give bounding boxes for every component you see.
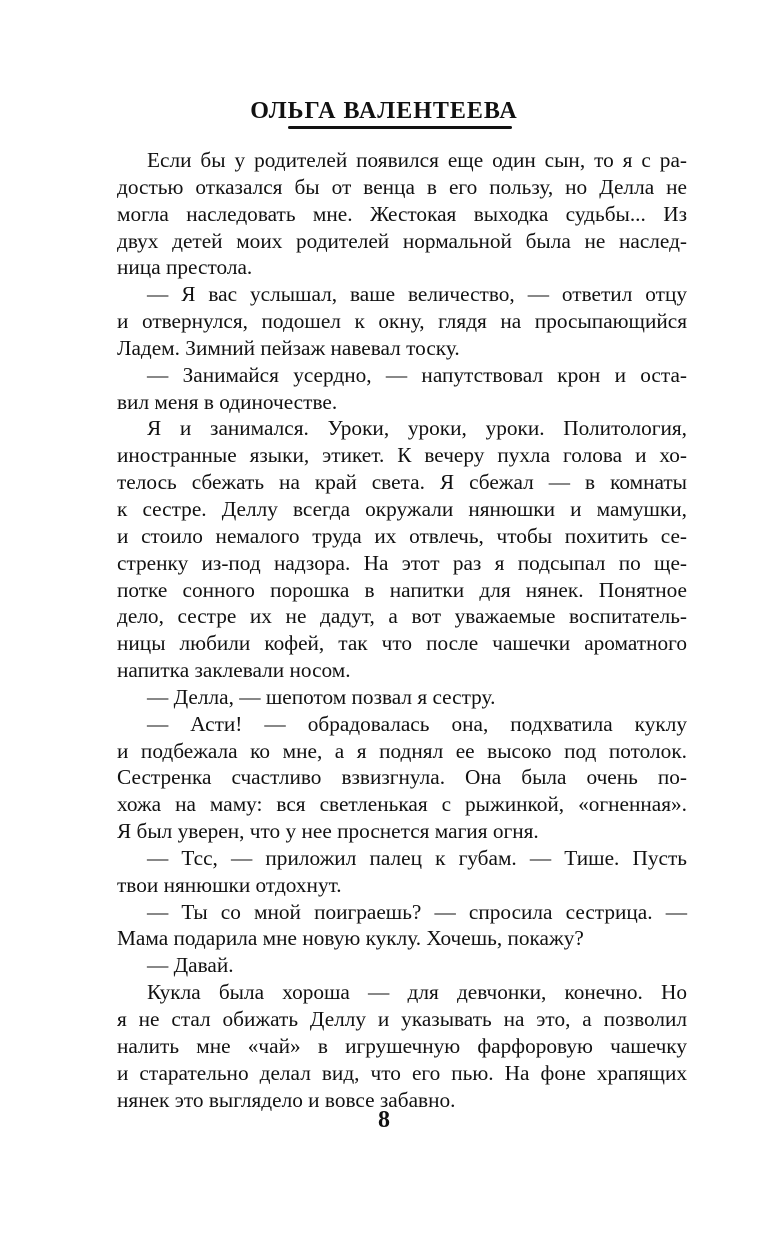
text-line: потке сонного порошка в напитки для нянек. Понятное xyxy=(117,577,687,602)
text-line: — Тсс, — приложил палец к губам. — Тише. Пусть xyxy=(147,845,687,870)
text-line: налить мне «чай» в игрушечную фарфоровую чашечку xyxy=(117,1033,687,1058)
text-line: — Делла, — шепотом позвал я сестру. xyxy=(147,684,496,709)
paragraph xyxy=(117,415,687,683)
author-name: ОЛЬГА ВАЛЕНТЕЕВА xyxy=(250,98,518,124)
text-line: Сестренка счастливо взвизгнула. Она была очень по- xyxy=(117,765,687,790)
text-line: и подбежала ко мне, а я поднял ее высоко под потолок. xyxy=(117,738,687,763)
page-number: 8 xyxy=(378,1107,390,1133)
text-line: Я и занимался. Уроки, уроки, уроки. Политология, xyxy=(147,416,687,441)
paragraph xyxy=(117,899,687,953)
text-line: вил меня в одиночестве. xyxy=(117,389,338,414)
text-line: и отвернулся, подошел к окну, глядя на просыпающийся xyxy=(117,309,687,334)
text-line: я не стал обижать Деллу и указывать на это, а позволил xyxy=(117,1007,687,1031)
text-line: — Давай. xyxy=(147,953,234,978)
paragraph xyxy=(117,979,687,1113)
text-line: телось сбежать на край света. Я сбежал — в комнаты xyxy=(117,470,687,495)
text-line: — Занимайся усердно, — напутствовал крон и оста- xyxy=(147,362,687,387)
text-line: нянек это выглядело и вовсе забавно. xyxy=(117,1087,456,1112)
text-line: Я был уверен, что у нее проснется магия огня. xyxy=(117,819,539,844)
running-header xyxy=(0,96,768,126)
text-line: напитка заклевали носом. xyxy=(117,658,351,683)
text-line: — Я вас услышал, ваше величество, — ответил отцу xyxy=(147,282,687,307)
text-line: и стоило немалого труда их отвлечь, чтобы похитить се- xyxy=(117,523,687,548)
text-line: хожа на маму: вся светленькая с рыжинкой, «огненная». xyxy=(117,792,687,817)
text-line: Если бы у родителей появился еще один сын, то я с ра- xyxy=(147,148,687,172)
text-line: ница престола. xyxy=(117,255,253,280)
text-line: Мама подарила мне новую куклу. Хочешь, покажу? xyxy=(117,926,584,951)
paragraph xyxy=(117,684,687,711)
text-line: достью отказался бы от венца в его пользу, но Делла не xyxy=(117,174,687,199)
paragraph xyxy=(117,147,687,281)
text-line: — Асти! — обрадовалась она, подхватила куклу xyxy=(147,711,687,736)
text-line: и старательно делал вид, что его пью. На фоне храпящих xyxy=(117,1060,687,1085)
text-line: стренку из-под надзора. На этот раз я подсыпал по ще- xyxy=(117,550,687,575)
paragraph xyxy=(117,845,687,899)
text-line: — Ты со мной поиграешь? — спросила сестрица. — xyxy=(147,899,687,924)
text-line: могла наследовать мне. Жестокая выходка судьбы... Из xyxy=(117,201,687,226)
text-line: ницы любили кофей, так что после чашечки ароматного xyxy=(117,631,687,656)
text-line: дело, сестре их не дадут, а вот уважаемые воспитатель- xyxy=(117,604,687,629)
text-line: к сестре. Деллу всегда окружали нянюшки и мамушки, xyxy=(117,496,687,521)
paragraph xyxy=(117,952,687,979)
text-line: иностранные языки, этикет. К вечеру пухла голова и хо- xyxy=(117,443,687,468)
body-text xyxy=(117,147,687,1113)
paragraph xyxy=(117,362,687,416)
paragraph xyxy=(117,711,687,845)
text-line: твои нянюшки отдохнут. xyxy=(117,872,342,897)
header-rule xyxy=(288,126,512,129)
text-line: двух детей моих родителей нормальной была не наслед- xyxy=(117,228,687,253)
text-line: Кукла была хороша — для девчонки, конечно. Но xyxy=(147,980,687,1005)
text-line: Ладем. Зимний пейзаж навевал тоску. xyxy=(117,335,460,360)
paragraph xyxy=(117,281,687,362)
